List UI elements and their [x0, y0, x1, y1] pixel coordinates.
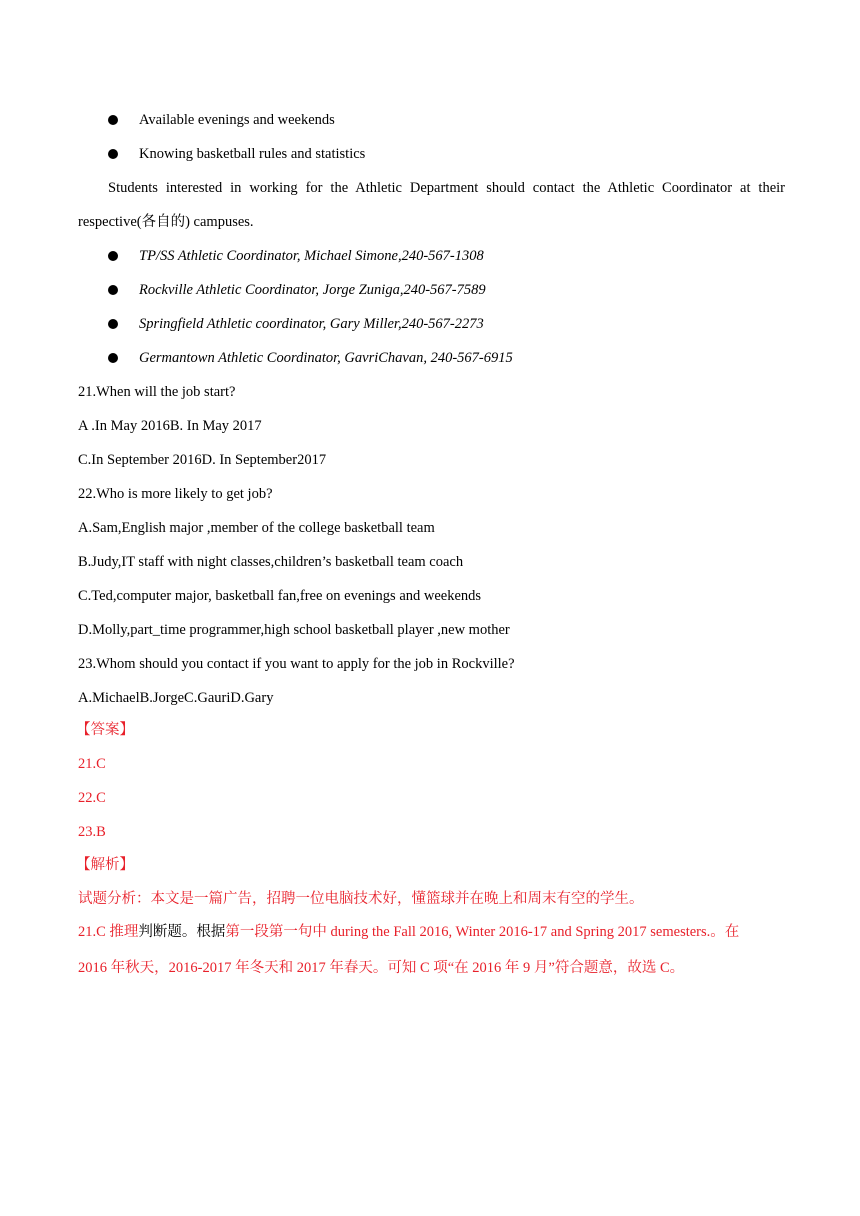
- contact-text: Rockville Athletic Coordinator, Jorge Zuniga,240-567-7589: [139, 282, 486, 298]
- question-22-option: A.Sam,English major ,member of the college basketball team: [78, 520, 435, 536]
- contact-paragraph-line1: Students interested in working for the Athletic Department should contact the Athletic Coordinator at their: [108, 180, 785, 196]
- question-23-option: A.MichaelB.JorgeC.GauriD.Gary: [78, 690, 274, 706]
- answer-item: 22.C: [78, 790, 106, 806]
- analysis-21-line1: [78, 922, 785, 942]
- contact-paragraph-line2: respective(各自的) campuses.: [78, 214, 254, 230]
- analysis-21-part2: 判断题。根据: [138, 924, 226, 940]
- answer-item: 23.B: [78, 824, 106, 840]
- question-22-option: D.Molly,part_time programmer,high school basketball player ,new mother: [78, 622, 510, 638]
- bullet-dot-icon: [108, 285, 118, 295]
- requirement-text: Available evenings and weekends: [139, 112, 335, 128]
- bullet-dot-icon: [108, 149, 118, 159]
- question-21-stem: 21.When will the job start?: [78, 384, 236, 400]
- analysis-heading: 【解析】: [76, 857, 134, 873]
- question-23-stem: 23.Whom should you contact if you want to apply for the job in Rockville?: [78, 656, 515, 672]
- question-22-option: C.Ted,computer major, basketball fan,free on evenings and weekends: [78, 588, 482, 604]
- bullet-dot-icon: [108, 251, 118, 261]
- contact-text: TP/SS Athletic Coordinator, Michael Simone,240-567-1308: [139, 248, 484, 264]
- answer-item: 21.C: [78, 756, 106, 772]
- contact-text: Germantown Athletic Coordinator, GavriChavan, 240-567-6915: [139, 350, 513, 366]
- analysis-summary: 试题分析：本文是一篇广告，招聘一位电脑技术好，懂篮球并在晚上和周末有空的学生。: [78, 891, 644, 907]
- analysis-21-part3: 第一段第一句中 during the Fall 2016, Winter 2016-17 and Spring 2017 semesters.。在: [225, 924, 740, 940]
- analysis-21-line2: 2016 年秋天，2016-2017 年冬天和 2017 年春天。可知 C 项“在 2016 年 9 月”符合题意，故选 C。: [78, 960, 685, 976]
- question-22-stem: 22.Who is more likely to get job?: [78, 486, 273, 502]
- bullet-dot-icon: [108, 353, 118, 363]
- contact-text: Springfield Athletic coordinator, Gary Miller,240-567-2273: [139, 316, 484, 332]
- analysis-21-part1: 21.C 推理: [78, 924, 139, 940]
- bullet-dot-icon: [108, 319, 118, 329]
- bullet-dot-icon: [108, 115, 118, 125]
- question-21-option: C.In September 2016D. In September2017: [78, 452, 327, 468]
- question-22-option: B.Judy,IT staff with night classes,children’s basketball team coach: [78, 554, 464, 570]
- question-21-option: A .In May 2016B. In May 2017: [78, 418, 262, 434]
- answer-heading: 【答案】: [76, 722, 134, 738]
- requirement-text: Knowing basketball rules and statistics: [139, 146, 366, 162]
